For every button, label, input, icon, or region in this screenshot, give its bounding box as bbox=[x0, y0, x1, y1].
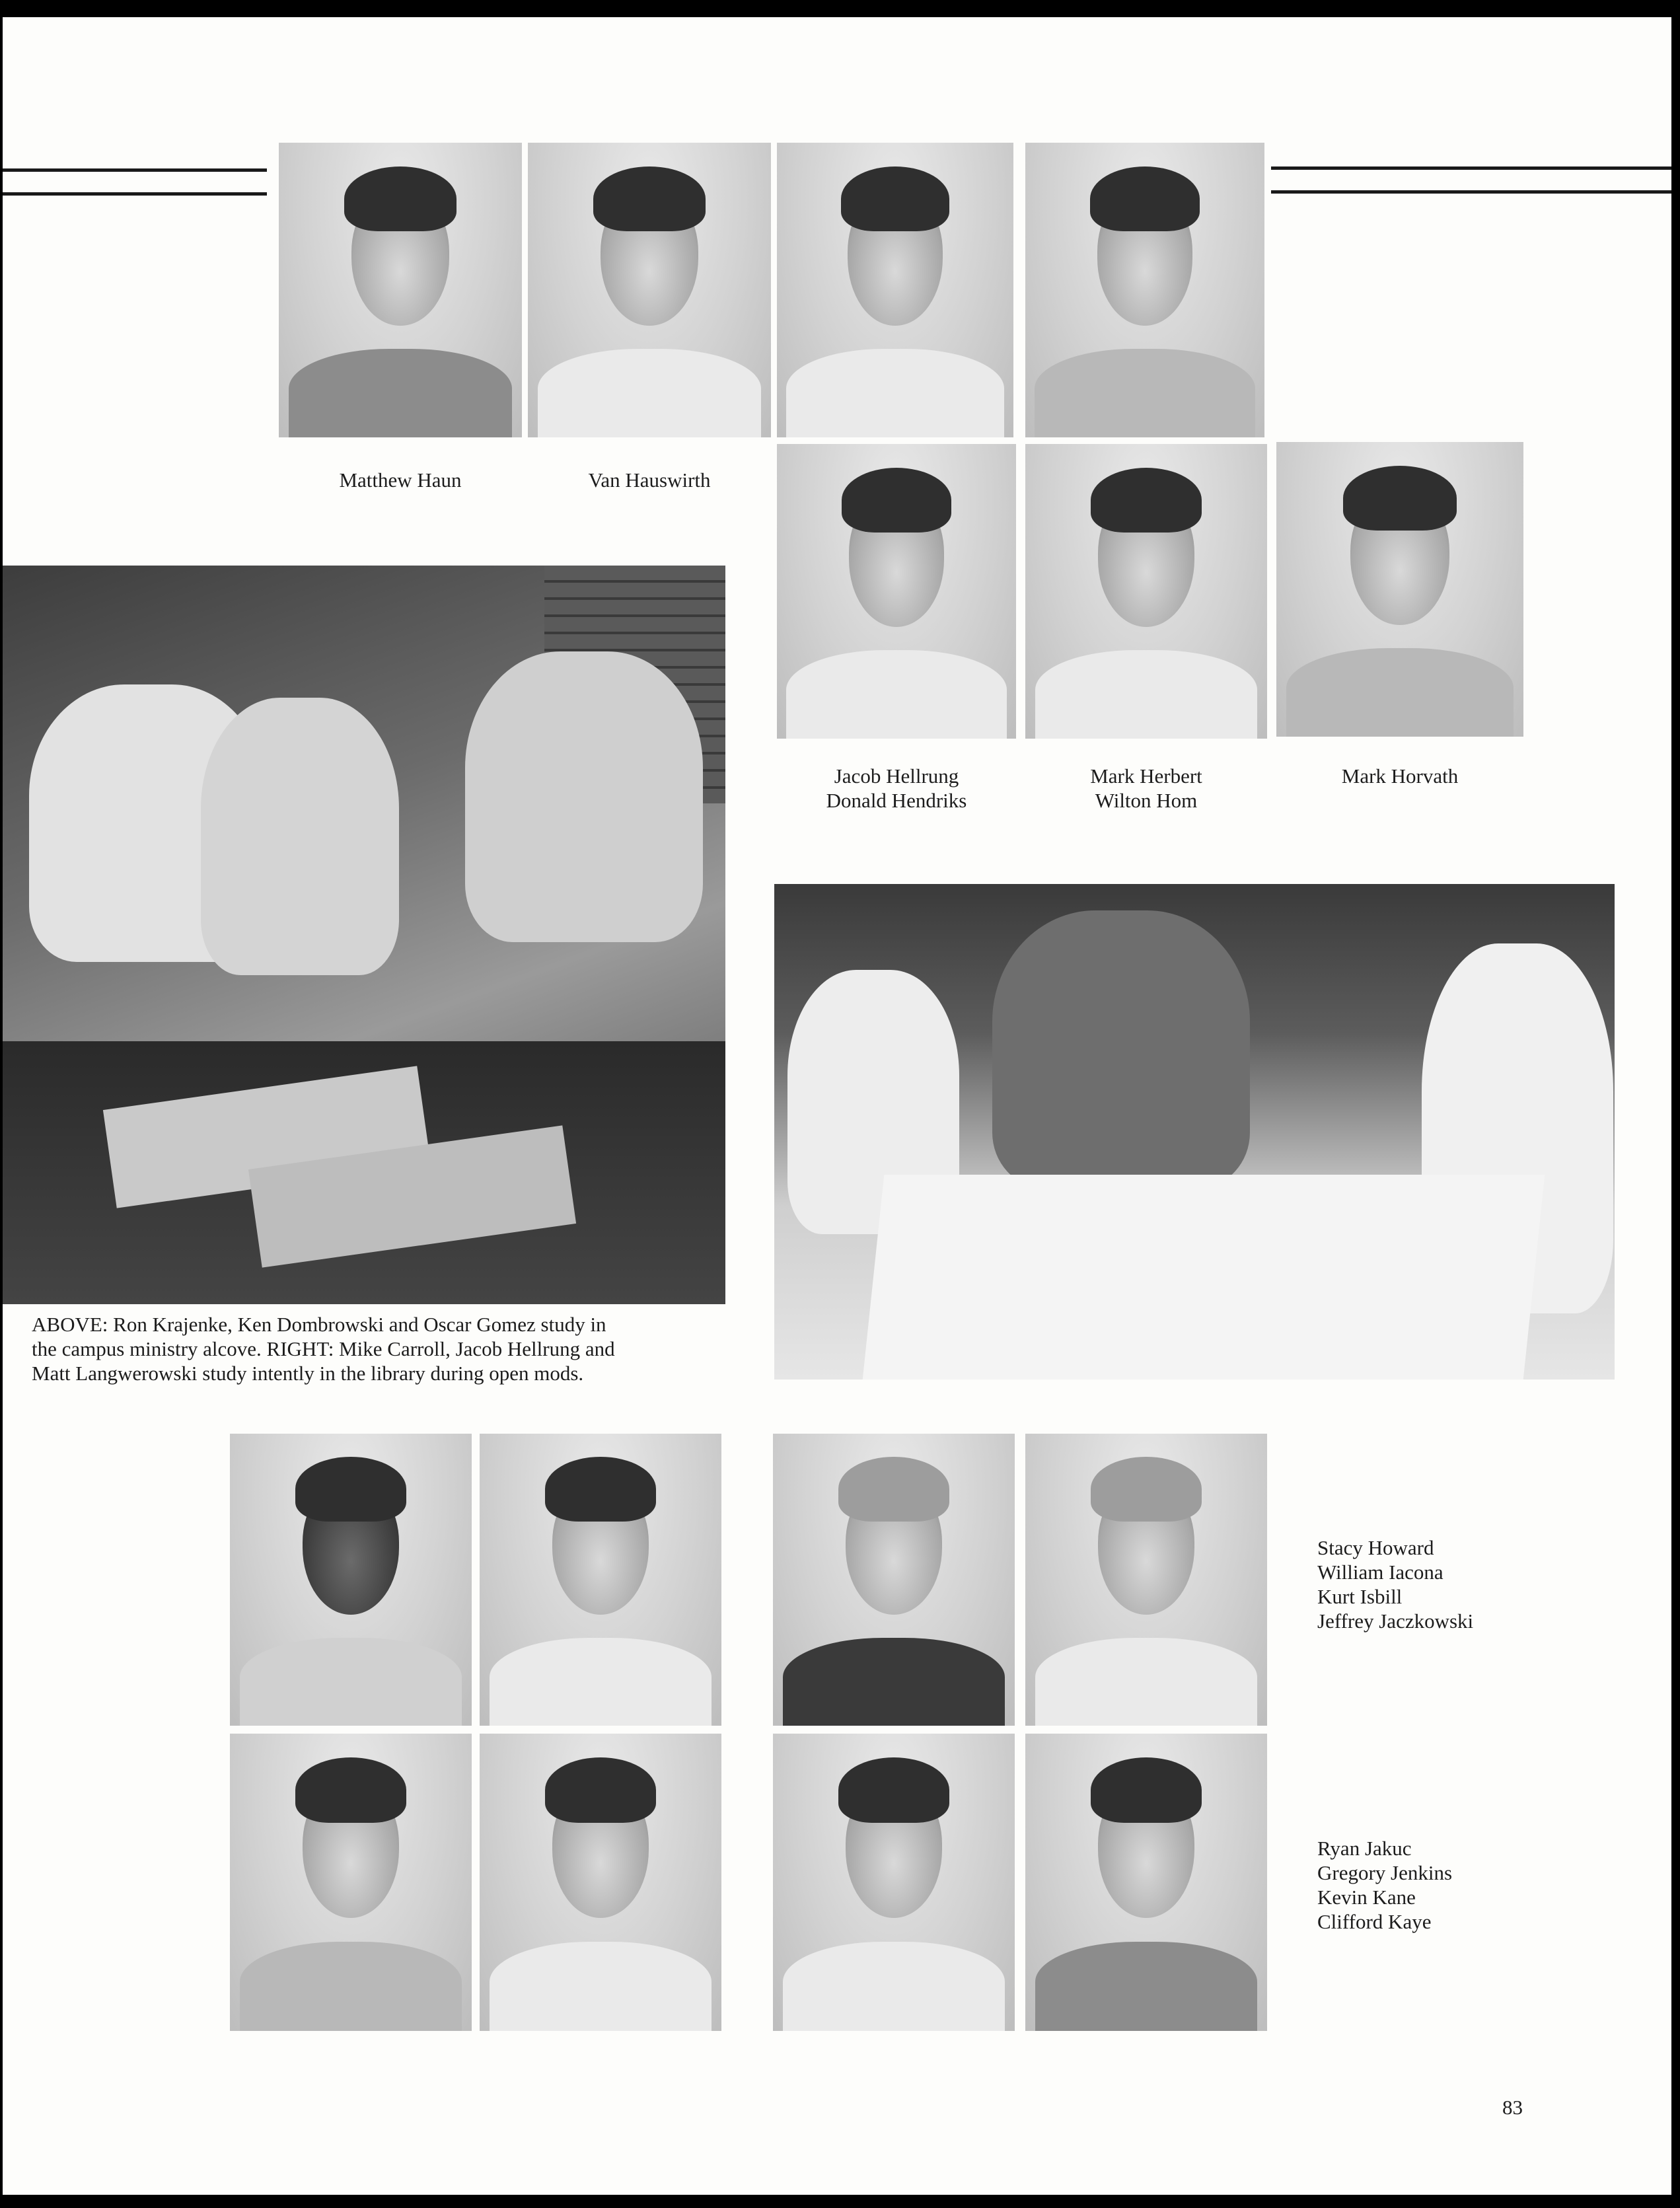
name-kurt-isbill: Kurt Isbill bbox=[1317, 1585, 1403, 1608]
portrait-jacob-hellrung bbox=[777, 444, 1016, 739]
portrait-row1-4 bbox=[1025, 143, 1264, 437]
portrait-row4-4 bbox=[1025, 1734, 1267, 2031]
name-wilton-hom: Wilton Hom bbox=[1095, 789, 1198, 812]
name-jacob-hellrung: Jacob Hellrung bbox=[834, 764, 959, 788]
photo-caption-line-2: the campus ministry alcove. RIGHT: Mike Carroll, Jacob Hellrung and bbox=[32, 1337, 615, 1360]
portrait-row4-3 bbox=[773, 1734, 1015, 2031]
portrait-van-hauswirth bbox=[528, 143, 771, 437]
photo-caption-line-3: Matt Langwerowski study intently in the library during open mods. bbox=[32, 1362, 584, 1385]
name-kevin-kane: Kevin Kane bbox=[1317, 1886, 1416, 1909]
photo-caption bbox=[32, 1312, 745, 1385]
name-van-hauswirth: Van Hauswirth bbox=[588, 468, 711, 492]
portrait-mark-herbert bbox=[1025, 444, 1267, 739]
portrait-row3-3 bbox=[773, 1434, 1015, 1726]
page-number: 83 bbox=[1502, 2096, 1523, 2119]
name-jeffrey-jaczkowski: Jeffrey Jaczkowski bbox=[1317, 1609, 1474, 1633]
portrait-row3-4 bbox=[1025, 1434, 1267, 1726]
name-matthew-haun: Matthew Haun bbox=[339, 468, 462, 492]
portrait-row3-1 bbox=[230, 1434, 472, 1726]
name-william-iacona: William Iacona bbox=[1317, 1561, 1443, 1584]
name-gregory-jenkins: Gregory Jenkins bbox=[1317, 1861, 1453, 1884]
name-donald-hendriks: Donald Hendriks bbox=[826, 789, 967, 812]
photo-library-open-mods bbox=[774, 884, 1615, 1380]
left-rule-bottom bbox=[3, 192, 267, 196]
portrait-row1-3 bbox=[777, 143, 1013, 437]
names-row4 bbox=[1317, 1836, 1452, 1934]
name-mark-horvath: Mark Horvath bbox=[1341, 764, 1459, 788]
name-stacy-howard: Stacy Howard bbox=[1317, 1536, 1434, 1559]
portrait-mark-horvath bbox=[1276, 442, 1523, 737]
photo-caption-line-1: ABOVE: Ron Krajenke, Ken Dombrowski and Oscar Gomez study in bbox=[32, 1313, 606, 1336]
portrait-row3-2 bbox=[480, 1434, 721, 1726]
photo-campus-ministry-alcove bbox=[3, 566, 725, 1304]
left-rule-top bbox=[3, 168, 267, 172]
right-rule-top bbox=[1271, 166, 1671, 170]
name-ryan-jakuc: Ryan Jakuc bbox=[1317, 1837, 1412, 1860]
portrait-row4-1 bbox=[230, 1734, 472, 2031]
portrait-row4-2 bbox=[480, 1734, 721, 2031]
yearbook-page bbox=[3, 17, 1671, 2195]
right-rule-bottom bbox=[1271, 190, 1671, 194]
name-clifford-kaye: Clifford Kaye bbox=[1317, 1910, 1432, 1933]
names-row3 bbox=[1317, 1535, 1473, 1633]
name-mark-herbert: Mark Herbert bbox=[1090, 764, 1202, 788]
portrait-matthew-haun bbox=[279, 143, 522, 437]
